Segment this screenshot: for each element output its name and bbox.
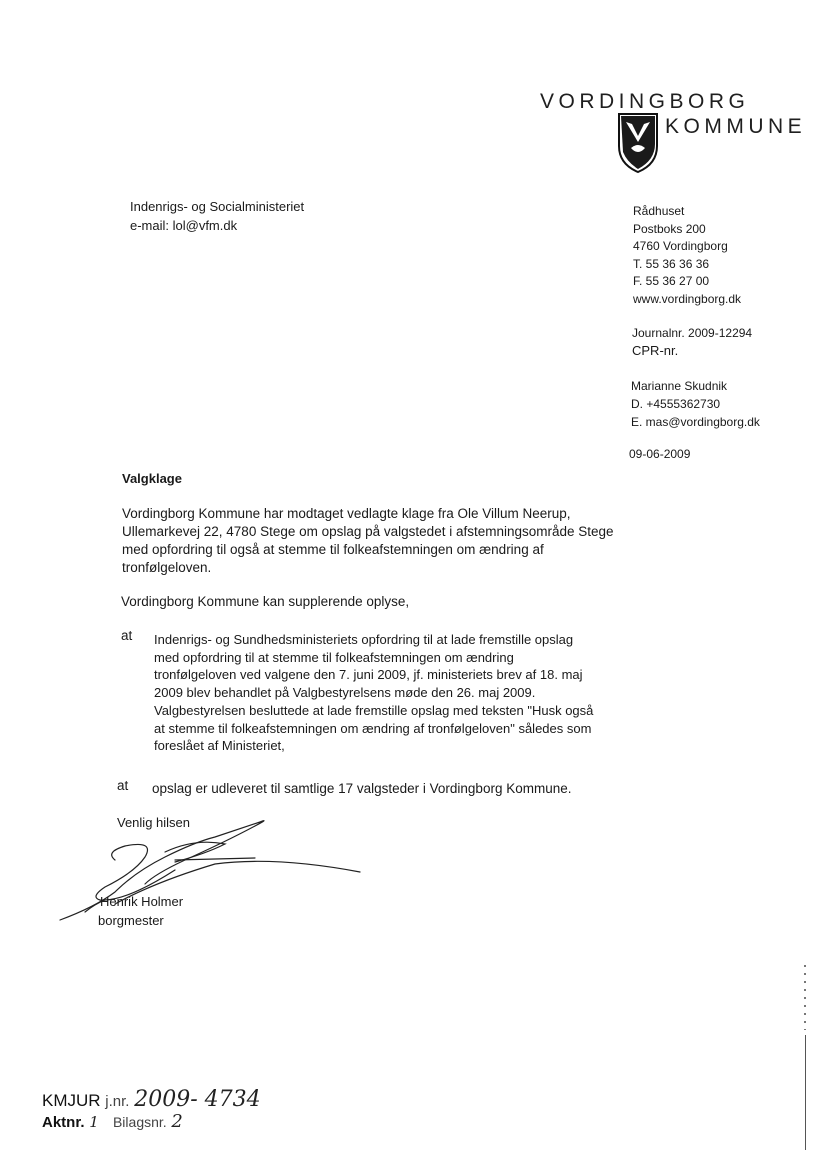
sender-building: Rådhuset — [633, 204, 685, 218]
stamp-code: KMJUR — [42, 1091, 101, 1110]
intro-paragraph — [122, 505, 622, 577]
contact-block — [631, 377, 760, 431]
archive-stamp — [42, 1087, 261, 1133]
point1-line: at stemme til folkeafstemningen om ændring af tronfølgeloven" således som — [154, 720, 592, 736]
supplement-paragraph: Vordingborg Kommune kan supplerende oplyse, — [121, 594, 410, 609]
recipient-block — [130, 197, 304, 235]
stamp-bilag-label: Bilagsnr. — [112, 1114, 167, 1130]
letter-subject: Valgklage — [122, 471, 182, 486]
point1-line: Valgbestyrelsen besluttede at lade fremstille opslag med teksten "Husk også — [154, 702, 594, 718]
stamp-akt-label: Aktnr. — [42, 1114, 85, 1131]
signer-name: Henrik Holmer — [100, 894, 184, 909]
contact-direct: D. +4555362730 — [631, 397, 721, 411]
contact-name: Marianne Skudnik — [631, 379, 728, 393]
scan-edge-dots — [804, 965, 806, 1030]
reference-block — [632, 325, 752, 359]
intro-line: Ullemarkevej 22, 4780 Stege om opslag på valgstedet i afstemningsområde Stege — [122, 524, 614, 539]
letter-date: 09-06-2009 — [629, 447, 691, 461]
logo-text-vordingborg: VORDINGBORG — [540, 90, 750, 113]
point2-label: at — [117, 778, 129, 793]
journal-number: Journalnr. 2009-12294 — [632, 326, 753, 340]
stamp-jnr-label: j.nr. — [105, 1093, 130, 1110]
signer-block — [98, 892, 183, 930]
stamp-jnr-value: 2009- 4734 — [134, 1087, 261, 1112]
point1-line: tronfølgeloven ved valgene den 7. juni 2009, jf. ministeriets brev af 18. maj — [154, 667, 583, 683]
point1-label: at — [121, 628, 133, 643]
sender-web: www.vordingborg.dk — [633, 291, 742, 306]
municipality-shield-icon — [617, 112, 659, 174]
signer-title: borgmester — [98, 913, 164, 928]
sender-address-block — [633, 203, 741, 308]
point1-line: 2009 blev behandlet på Valgbestyrelsens møde den 26. maj 2009. — [154, 685, 536, 701]
intro-line: Vordingborg Kommune har modtaget vedlagte klage fra Ole Villum Neerup, — [122, 506, 571, 521]
point1-line: foreslået af Ministeriet, — [154, 738, 285, 754]
point1-line: Indenrigs- og Sundhedsministeriets opfordring til at lade fremstille opslag — [154, 632, 574, 647]
contact-email: E. mas@vordingborg.dk — [631, 415, 760, 429]
stamp-akt-value: 1 — [89, 1113, 99, 1131]
cpr-number: CPR-nr. — [632, 343, 679, 358]
sender-fax: F. 55 36 27 00 — [633, 274, 710, 288]
sender-box: Postboks 200 — [633, 221, 706, 236]
sender-phone: T. 55 36 36 36 — [633, 256, 710, 271]
stamp-bilag-value: 2 — [171, 1111, 183, 1132]
sender-city: 4760 Vordingborg — [633, 239, 728, 253]
scan-edge-line — [805, 1035, 806, 1150]
point2-text: opslag er udleveret til samtlige 17 valgsteder i Vordingborg Kommune. — [152, 781, 572, 796]
intro-line: tronfølgeloven. — [122, 560, 212, 575]
point1-text — [154, 631, 614, 755]
intro-line: med opfordring til også at stemme til folkeafstemningen om ændring af — [122, 542, 544, 557]
recipient-email: e-mail: lol@vfm.dk — [130, 218, 238, 233]
point1-line: med opfordring til at stemme til folkeafstemningen om ændring — [154, 649, 514, 665]
logo-text-kommune: KOMMUNE — [665, 115, 807, 138]
closing-greeting: Venlig hilsen — [117, 815, 190, 830]
recipient-name: Indenrigs- og Socialministeriet — [130, 199, 305, 214]
